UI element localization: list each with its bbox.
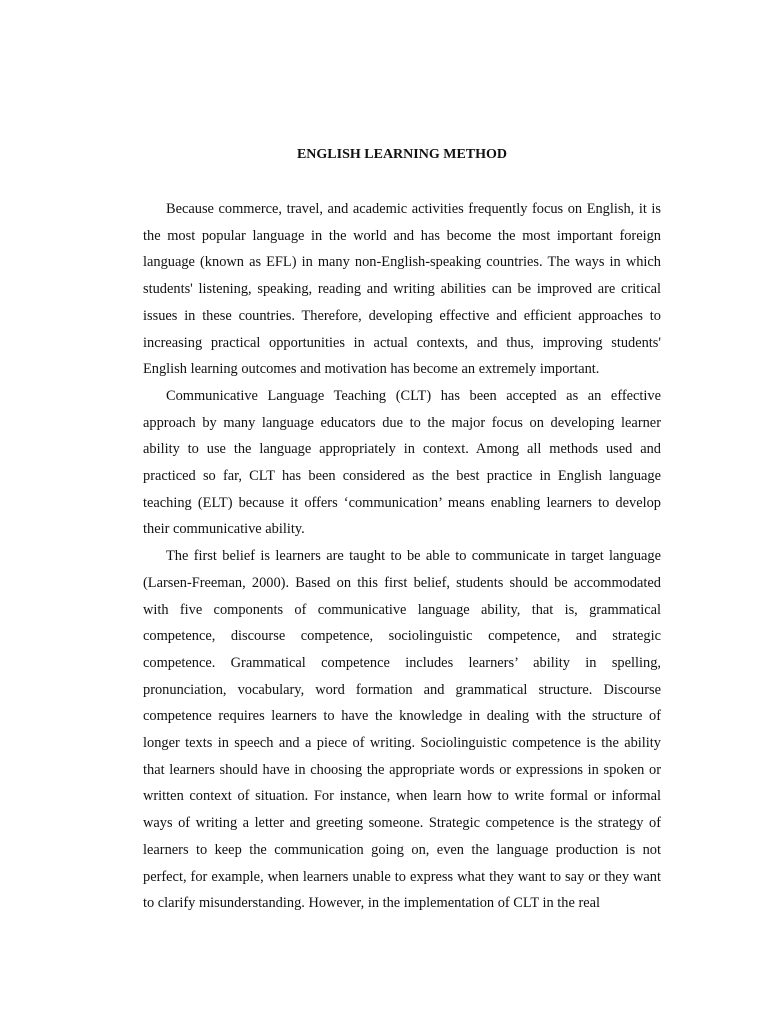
document-title: ENGLISH LEARNING METHOD: [296, 147, 508, 162]
paragraph-1: Because commerce, travel, and academic activities frequently focus on English, it is the most popular language in the world and has become the most important foreign language (known as EFL) in many non-English-speaking countries. The ways in which students' listening, speaking, reading and writing abilities can be improved are critical issues in these countries. Therefore, developing effective and efficient approaches to increasing practical opportunities in actual contexts, and thus, improving students' English learning outcomes and motivation has become an extremely important.: [143, 201, 661, 378]
paragraph-2: Communicative Language Teaching (CLT) has been accepted as an effective approach by many language educators due to the major focus on developing learner ability to use the language appropriately in context. Among all methods used and practiced so far, CLT has been considered as the best practice in English language teaching (ELT) because it offers ‘communication’ means enabling learners to develop their communicative ability.: [143, 387, 661, 538]
paragraph-3: The first belief is learners are taught to be able to communicate in target language (Larsen-Freeman, 2000). Based on this first belief, students should be accommodated with five components of communicative language ability, that is, grammatical competence, discourse competence, sociolinguistic competence, and strategic competence. Grammatical competence includes learners’ ability in spelling, pronunciation, vocabulary, word formation and grammatical structure. Discourse competence requires learners to have the knowledge in dealing with the structure of longer texts in speech and a piece of writing. Sociolinguistic competence is the ability that learners should have in choosing the appropriate words or expressions in spoken or written context of situation. For instance, when learn how to write formal or informal ways of writing a letter and greeting someone. Strategic competence is the strategy of learners to keep the communication going on, even the language production is not perfect, for example, when learners unable to express what they want to say or they want to clarify misunderstanding. However, in the implementation of CLT in the real: [143, 548, 661, 912]
document-body: [143, 196, 661, 917]
